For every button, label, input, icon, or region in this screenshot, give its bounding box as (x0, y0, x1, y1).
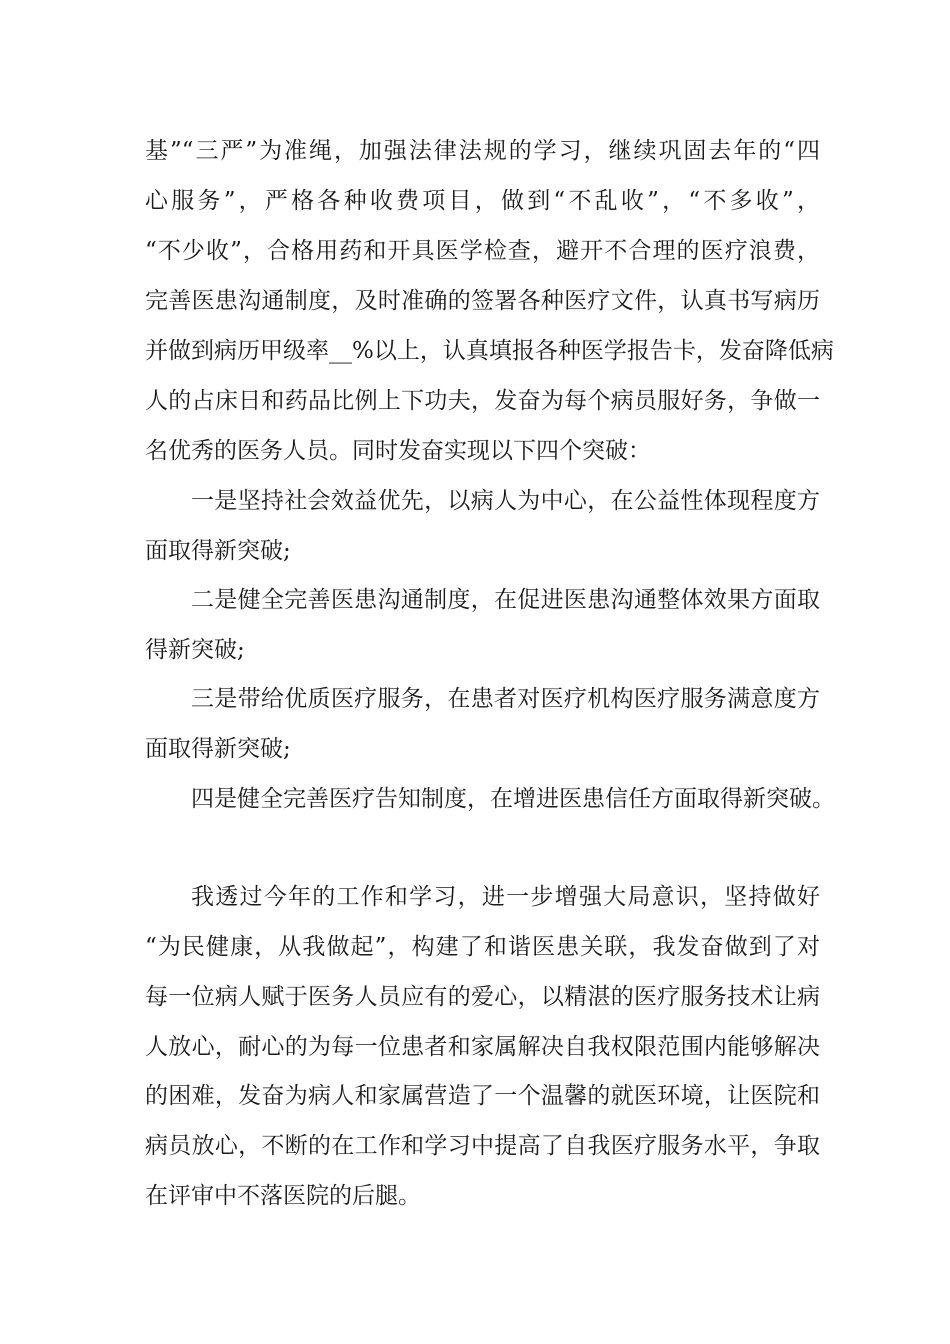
text-line: 在评审中不落医院的后腿。 (145, 1183, 421, 1209)
text-line: 并做到病历甲级率__%以上，认真填报各种医学报告卡，发奋降低病 (145, 338, 834, 364)
text-line: 我透过今年的工作和学习，进一步增强大局意识，坚持做好 (191, 884, 820, 910)
text-line: 面取得新突破; (145, 736, 291, 762)
text-line: 名优秀的医务人员。同时发奋实现以下四个突破： (145, 438, 651, 464)
text-line: 三是带给优质医疗服务，在患者对医疗机构医疗服务满意度方 (191, 686, 820, 712)
text-line: 面取得新突破; (145, 538, 291, 564)
text-line: 二是健全完善医患沟通制度，在促进医患沟通整体效果方面取 (191, 587, 820, 613)
text-line: 的困难，发奋为病人和家属营造了一个温馨的就医环境，让医院和 (145, 1083, 820, 1109)
text-line: 人的占床日和药品比例上下功夫，发奋为每个病员服好务，争做一 (145, 388, 820, 414)
text-line: 得新突破; (145, 637, 245, 663)
text-line: 人放心，耐心的为每一位患者和家属解决自我权限范围内能够解决 (145, 1034, 820, 1060)
text-line: 心服务”，严格各种收费项目，做到“不乱收”，“不多收”， (145, 188, 820, 214)
text-line: “不少收”，合格用药和开具医学检查，避开不合理的医疗浪费， (145, 238, 820, 264)
text-line: 每一位病人赋于医务人员应有的爱心，以精湛的医疗服务技术让病 (145, 984, 820, 1010)
text-line: 病员放心，不断的在工作和学习中提高了自我医疗服务水平，争取 (145, 1133, 820, 1159)
text-line: 完善医患沟通制度，及时准确的签署各种医疗文件，认真书写病历 (145, 288, 820, 314)
text-line: 四是健全完善医疗告知制度，在增进医患信任方面取得新突破。 (191, 786, 835, 812)
text-line: “为民健康，从我做起”，构建了和谐医患关联，我发奋做到了对 (145, 934, 820, 960)
text-line: 基”“三严”为准绳，加强法律法规的学习，继续巩固去年的“四 (145, 138, 820, 164)
text-line: 一是坚持社会效益优先，以病人为中心，在公益性体现程度方 (191, 488, 820, 514)
